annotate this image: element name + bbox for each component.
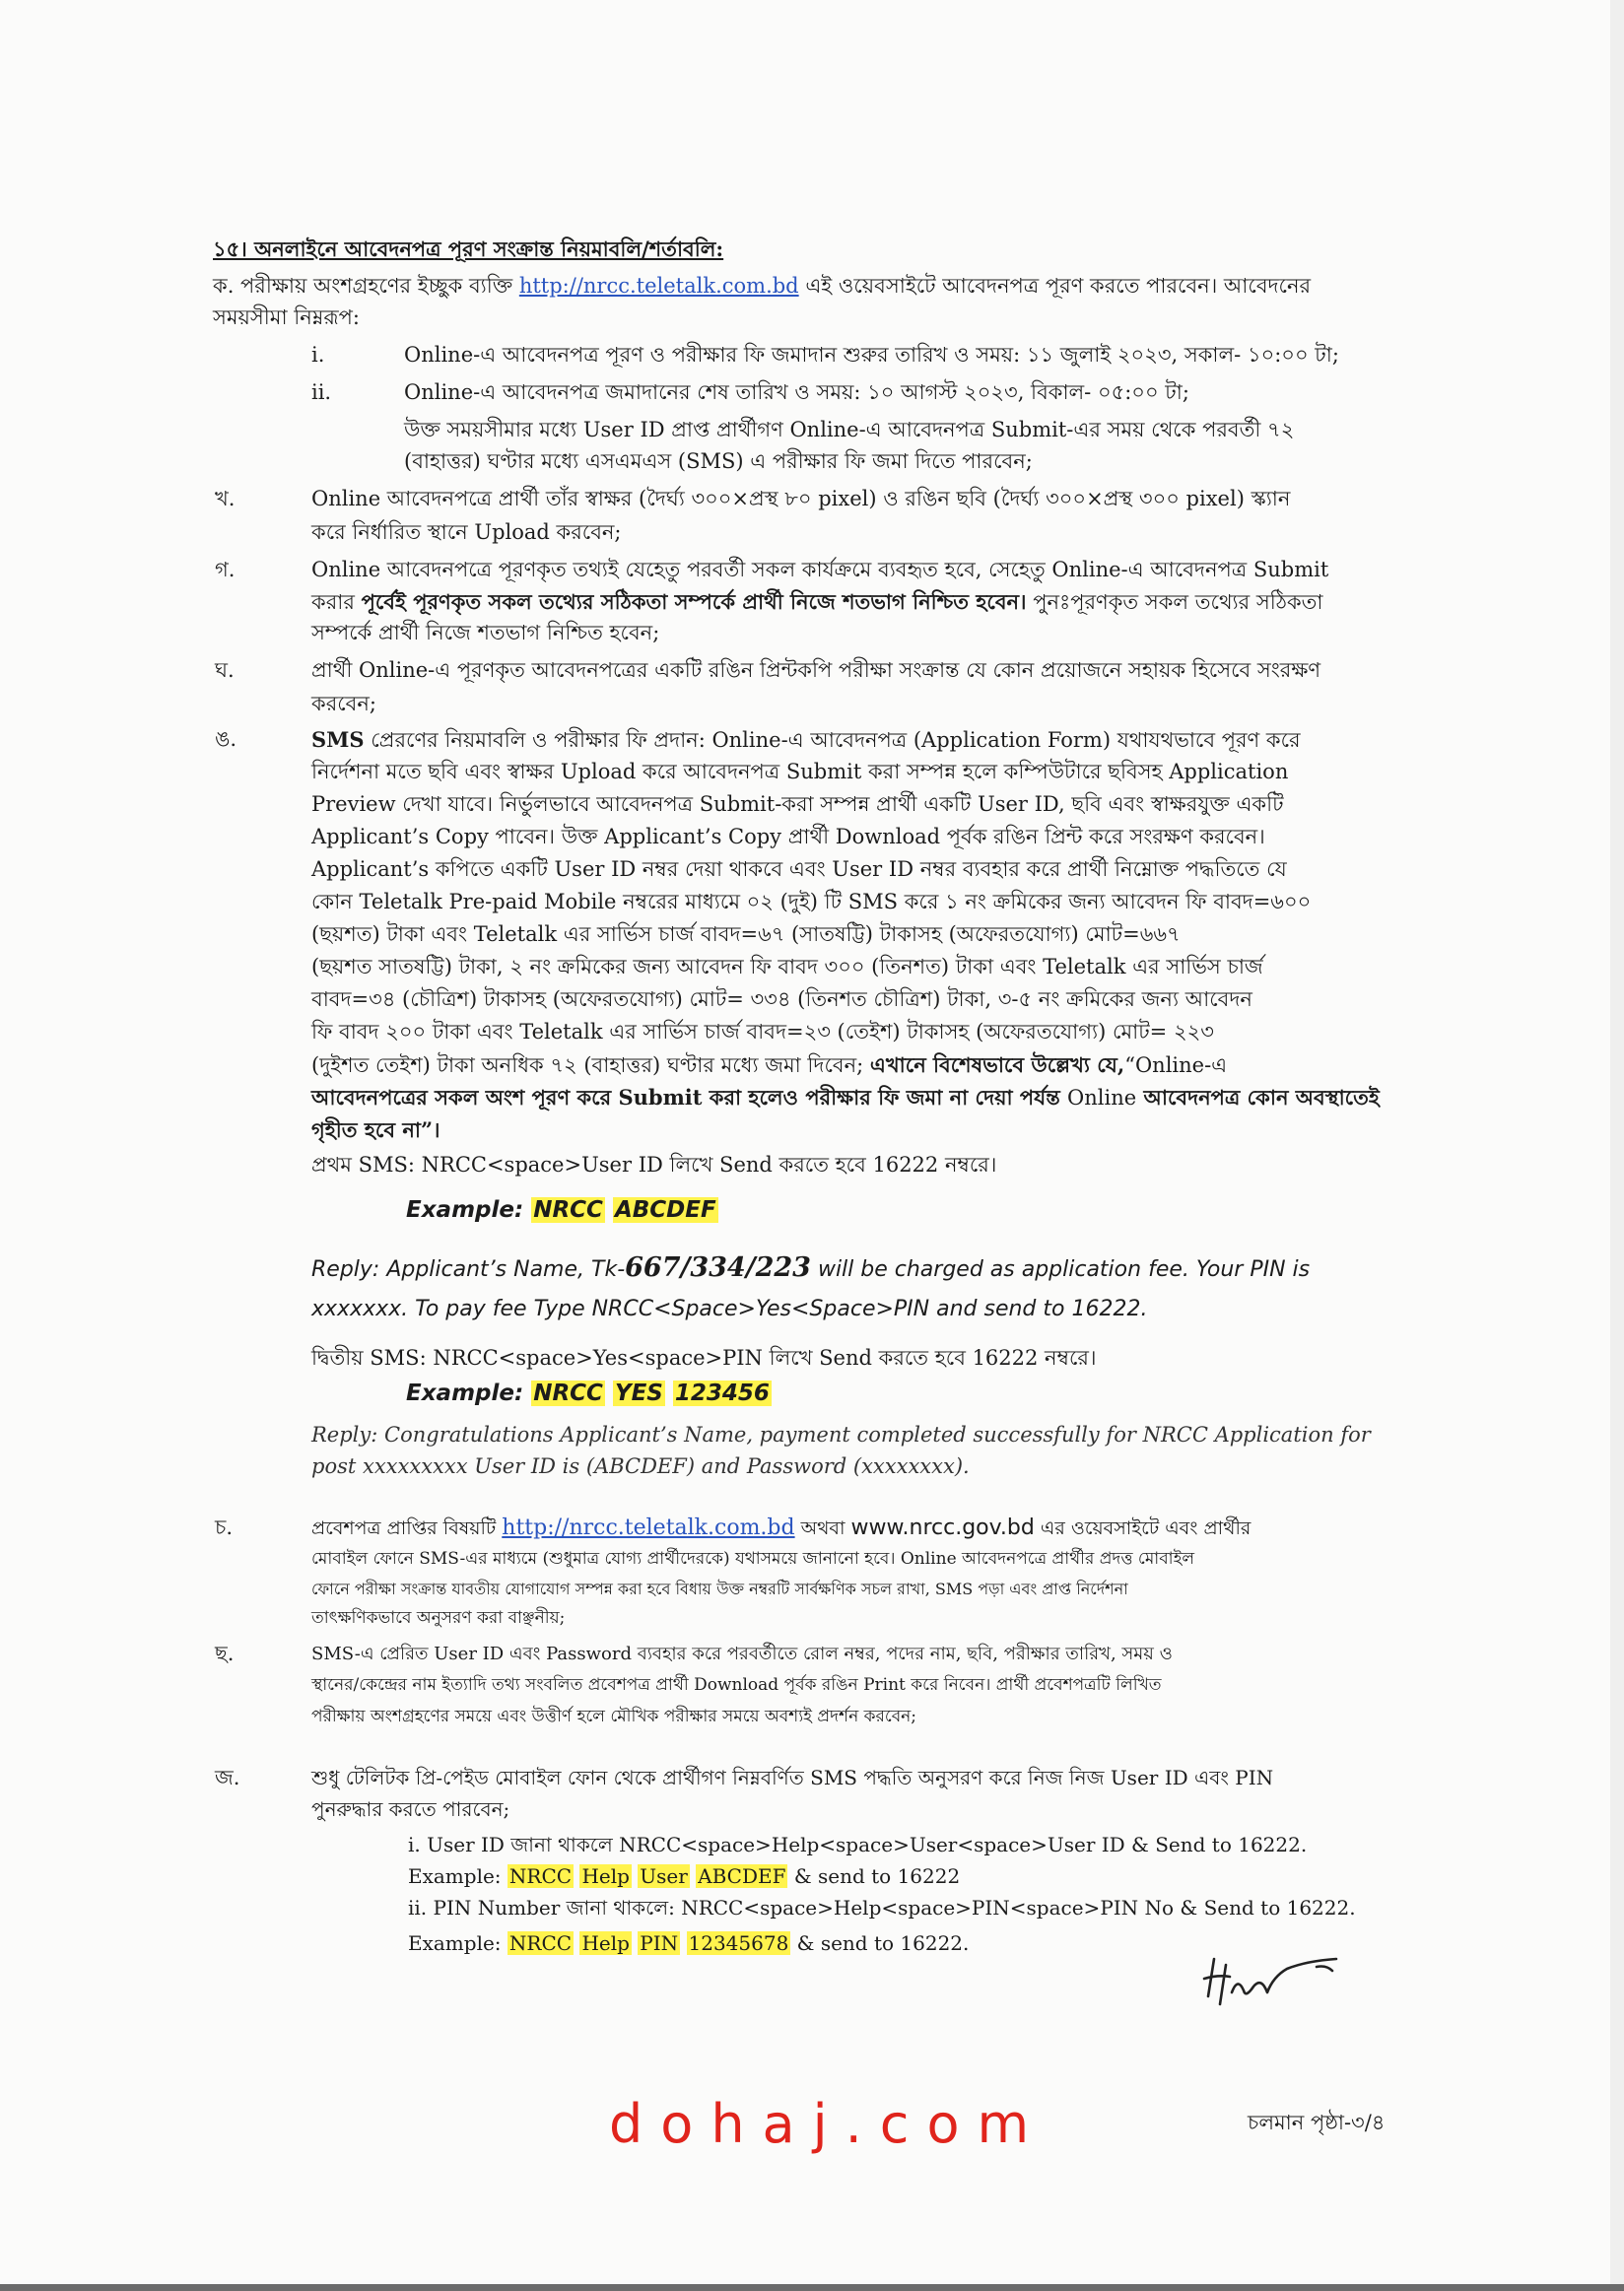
- ja-example-1-word: Help: [581, 1864, 630, 1888]
- item-mark-ga: গ.: [215, 558, 236, 581]
- umo-line-12: আবেদনপত্রের সকল অংশ পূরণ করে Submit করা হলেও পরীক্ষার ফি জমা না দেয়া পর্যন্ত Online আবেদনপত্র কোন অবস্থাতেই: [311, 1085, 1380, 1110]
- item-mark-cha: চ.: [215, 1516, 234, 1539]
- sms1-reply-line-2: xxxxxxx. To pay fee Type NRCC<Space>Yes<Space>PIN and send to 16222.: [311, 1297, 1148, 1321]
- ga-line-2: করার পূর্বেই পূরণকৃত সকল তথ্যের সঠিকতা সম্পর্কে প্রার্থী নিজে শতভাগ নিশ্চিত হবেন। পুনঃপূরণকৃত সকল তথ্যের সঠিকতা: [311, 589, 1323, 614]
- chha-line-1: SMS-এ প্রেরিত User ID এবং Password ব্যবহার করে পরবর্তীতে রোল নম্বর, পদের নাম, ছবি, পরীক্ষার তারিখ, সময় ও: [311, 1644, 1173, 1664]
- cha-line-3: ফোনে পরীক্ষা সংক্রান্ত যাবতীয় যোগাযোগ সম্পন্ন করা হবে বিধায় উক্ত নম্বরটি সার্বক্ষণিক সচল রাখা, SMS পড়া এবং প্রাপ্ত নির্দেশনা: [311, 1580, 1128, 1598]
- ja-example-1-word: User: [640, 1864, 688, 1888]
- umo-line-3: Preview দেখা যাবে। নির্ভুলভাবে আবেদনপত্র Submit-করা সম্পন্ন প্রার্থী একটি User ID, ছবি এবং স্বাক্ষরযুক্ত একটি: [311, 792, 1284, 816]
- sms2-example: Example: NRCC YES 123456: [406, 1381, 770, 1406]
- item-mark-ii: ii.: [311, 380, 332, 404]
- cha-line-1: প্রবেশপত্র প্রাপ্তির বিষয়টি http://nrcc.teletalk.com.bd অথবা www.nrcc.gov.bd এর ওয়েবসাইটে এবং প্রার্থীর: [311, 1516, 1252, 1540]
- sms1-example-word: ABCDEF: [614, 1197, 716, 1223]
- ja-example-1-word: NRCC: [508, 1864, 573, 1888]
- ja-example-2: Example: NRCC Help PIN 12345678 & send to 16222.: [408, 1931, 970, 1955]
- ja-example-1: Example: NRCC Help User ABCDEF & send to 16222: [408, 1864, 961, 1888]
- umo-line-7: (ছয়শত) টাকা এবং Teletalk এর সার্ভিস চার্জ বাবদ=৬৭ (সাতষট্টি) টাকাসহ (অফেরতযোগ্য) মোট=৬৬৭: [311, 922, 1181, 946]
- umo-line-13: গৃহীত হবে না”।: [311, 1117, 440, 1142]
- ja-option-ii: ii. PIN Number জানা থাকলে: NRCC<space>Help<space>PIN<space>PIN No & Send to 16222.: [408, 1896, 1356, 1920]
- scan-bottom-border: [0, 2284, 1624, 2291]
- umo-line-4: Applicant’s Copy পাবেন। উক্ত Applicant’s Copy প্রার্থী Download পূর্বক রঙিন প্রিন্ট করে সংরক্ষণ করবেন।: [311, 825, 1265, 848]
- sms1-instruction: প্রথম SMS: NRCC<space>User ID লিখে Send করতে হবে 16222 নম্বরে।: [311, 1153, 997, 1177]
- item-mark-gha: ঘ.: [215, 658, 235, 682]
- ga-line-3: সম্পর্কে প্রার্থী নিজে শতভাগ নিশ্চিত হবেন;: [311, 621, 660, 644]
- ja-example-1-word: ABCDEF: [698, 1864, 786, 1888]
- page-label: চলমান পৃষ্ঠা-৩/৪: [1248, 2111, 1386, 2134]
- umo-line-8: (ছয়শত সাতষট্টি) টাকা, ২ নং ক্রমিকের জন্য আবেদন ফি বাবদ ৩০০ (তিনশত) টাকা এবং Teletalk এর সার্ভিস চার্জ: [311, 955, 1263, 978]
- teletalk-link[interactable]: http://nrcc.teletalk.com.bd: [518, 274, 799, 298]
- ja-line-1: শুধু টেলিটক প্রি-পেইড মোবাইল ফোন থেকে প্রার্থীগণ নিম্নবর্ণিত SMS পদ্ধতি অনুসরণ করে নিজ নিজ User ID এবং PIN: [311, 1766, 1274, 1789]
- cha-line-2: মোবাইল ফোনে SMS-এর মাধ্যমে (শুধুমাত্র যোগ্য প্রার্থীদেরকে) যথাসময়ে জানানো হবে। Online আবেদনপত্রে প্রার্থীর প্রদত্ত মোবাইল: [311, 1549, 1195, 1569]
- teletalk-link-2[interactable]: http://nrcc.teletalk.com.bd: [502, 1516, 795, 1540]
- gha-line-1: প্রার্থী Online-এ পূরণকৃত আবেদনপত্রের একটি রঙিন প্রিন্টকপি পরীক্ষা সংক্রান্ত যে কোন প্রয়োজনে সহায়ক হিসেবে সংরক্ষণ: [311, 658, 1321, 682]
- ja-example-2-word: Help: [581, 1931, 630, 1955]
- cha-line-4: তাৎক্ষণিকভাবে অনুসরণ করা বাঞ্ছনীয়;: [311, 1608, 566, 1628]
- kha-line-2: করে নির্ধারিত স্থানে Upload করবেন;: [311, 520, 622, 544]
- umo-line-6: কোন Teletalk Pre-paid Mobile নম্বরের মাধ্যমে ০২ (দুই) টি SMS করে ১ নং ক্রমিকের জন্য আবেদন ফি বাবদ=৬০০: [311, 890, 1312, 913]
- item-mark-umo: ঙ.: [215, 727, 237, 751]
- schedule-note-1: উক্ত সময়সীমার মধ্যে User ID প্রাপ্ত প্রার্থীগণ Online-এ আবেদনপত্র Submit-এর সময় থেকে পরবর্তী ৭২: [404, 418, 1295, 441]
- signature: [1198, 1947, 1346, 2016]
- sms2-reply-line-1: Reply: Congratulations Applicant’s Name, payment completed successfully for NRCC Application for: [311, 1423, 1371, 1447]
- chha-line-2: স্থানের/কেন্দ্রের নাম ইত্যাদি তথ্য সংবলিত প্রবেশপত্র প্রার্থী Download পূর্বক রঙিন Print করে নিবেন। প্রার্থী প্রবেশপত্রটি লিখিত: [311, 1675, 1162, 1695]
- umo-line-5: Applicant’s কপিতে একটি User ID নম্বর দেয়া থাকবে এবং User ID নম্বর ব্যবহার করে প্রার্থী নিম্নোক্ত পদ্ধতিতে যে: [311, 857, 1287, 881]
- kha-line-1: Online আবেদনপত্রে প্রার্থী তাঁর স্বাক্ষর (দৈর্ঘ্য ৩০০×প্রস্থ ৮০ pixel) ও রঙিন ছবি (দৈর্ঘ্য ৩০০×প্রস্থ ৩০০ pixel) স্ক্যান: [311, 487, 1291, 510]
- section-heading: ১৫। অনলাইনে আবেদনপত্র পূরণ সংক্রান্ত নিয়মাবলি/শর্তাবলি:: [213, 236, 724, 261]
- ja-example-2-word: PIN: [640, 1931, 679, 1955]
- watermark: dohaj.com: [609, 2093, 1048, 2155]
- ga-emphasis: পূর্বেই পূরণকৃত সকল তথ্যের সঠিকতা সম্পর্কে প্রার্থী নিজে শতভাগ নিশ্চিত হবেন।: [361, 589, 1027, 614]
- ja-example-2-word: NRCC: [508, 1931, 573, 1955]
- sms2-example-word: NRCC: [533, 1381, 603, 1406]
- umo-line-10: ফি বাবদ ২০০ টাকা এবং Teletalk এর সার্ভিস চার্জ বাবদ=২৩ (তেইশ) টাকাসহ (অফেরতযোগ্য) মোট= ২২৩: [311, 1020, 1214, 1044]
- schedule-note-2: (বাহাত্তর) ঘণ্টার মধ্যে এসএমএস (SMS) এ পরীক্ষার ফি জমা দিতে পারবেন;: [404, 449, 1033, 473]
- ja-option-i: i. User ID জানা থাকলে NRCC<space>Help<space>User<space>User ID & Send to 16222.: [408, 1833, 1308, 1856]
- intro-line-1: ক. পরীক্ষায় অংশগ্রহণের ইচ্ছুক ব্যক্তি http://nrcc.teletalk.com.bd এই ওয়েবসাইটে আবেদনপত্র পূরণ করতে পারবেন। আবেদনের: [213, 274, 1312, 298]
- item-mark-ja: জ.: [215, 1766, 240, 1789]
- intro-line-2: সময়সীমা নিম্নরূপ:: [213, 305, 360, 329]
- schedule-end: Online-এ আবেদনপত্র জমাদানের শেষ তারিখ ও সময়: ১০ আগস্ট ২০২৩, বিকাল- ০৫:০০ টা;: [404, 380, 1189, 404]
- sms1-reply-line-1: Reply: Applicant’s Name, Tk-667/334/223 will be charged as application fee. Your PIN is: [311, 1252, 1311, 1283]
- chha-line-3: পরীক্ষায় অংশগ্রহণের সময়ে এবং উত্তীর্ণ হলে মৌখিক পরীক্ষার সময়ে অবশ্যই প্রদর্শন করবেন;: [311, 1707, 917, 1726]
- umo-line-2: নির্দেশনা মতে ছবি এবং স্বাক্ষর Upload করে আবেদনপত্র Submit করা সম্পন্ন হলে কম্পিউটারে ছবিসহ Application: [311, 760, 1289, 783]
- sms2-instruction: দ্বিতীয় SMS: NRCC<space>Yes<space>PIN লিখে Send করতে হবে 16222 নম্বরে।: [311, 1346, 1097, 1370]
- umo-line-9: বাবদ=৩৪ (চৌত্রিশ) টাকাসহ (অফেরতযোগ্য) মোট= ৩৩৪ (তিনশত চৌত্রিশ) টাকা, ৩-৫ নং ক্রমিকের জন্য আবেদন: [311, 987, 1252, 1011]
- ga-line-1: Online আবেদনপত্রে পূরণকৃত তথ্যই যেহেতু পরবর্তী সকল কার্যক্রমে ব্যবহৃত হবে, সেহেতু Online-এ আবেদনপত্র Submit: [311, 558, 1329, 581]
- gha-line-2: করবেন;: [311, 692, 376, 715]
- sms1-example-word: NRCC: [533, 1197, 603, 1223]
- nrcc-site: www.nrcc.gov.bd: [850, 1516, 1035, 1540]
- ja-line-2: পুনরুদ্ধার করতে পারবেন;: [311, 1797, 510, 1821]
- ja-example-2-word: 12345678: [688, 1931, 789, 1955]
- item-mark-i: i.: [311, 343, 325, 367]
- umo-line-1: SMS প্রেরণের নিয়মাবলি ও পরীক্ষার ফি প্রদান: Online-এ আবেদনপত্র (Application Form) যথাযথভাবে পূরণ করে: [311, 727, 1301, 752]
- scan-edge: [1610, 0, 1624, 2291]
- umo-line-11: (দুইশত তেইশ) টাকা অনধিক ৭২ (বাহাত্তর) ঘণ্টার মধ্যে জমা দিবেন; এখানে বিশেষভাবে উল্লেখ্য যে,“Online-এ: [311, 1052, 1228, 1077]
- item-mark-chha: ছ.: [215, 1642, 235, 1665]
- sms2-example-word: YES: [614, 1381, 663, 1406]
- sms2-example-word: 123456: [674, 1381, 770, 1406]
- sms2-reply-line-2: post xxxxxxxxx User ID is (ABCDEF) and Password (xxxxxxxx).: [311, 1454, 970, 1478]
- sms1-example: Example: NRCC ABCDEF: [406, 1197, 716, 1223]
- item-mark-kha: খ.: [215, 487, 236, 510]
- schedule-start: Online-এ আবেদনপত্র পূরণ ও পরীক্ষার ফি জমাদান শুরুর তারিখ ও সময়: ১১ জুলাই ২০২৩, সকাল- ১০:০০ টা;: [404, 343, 1339, 367]
